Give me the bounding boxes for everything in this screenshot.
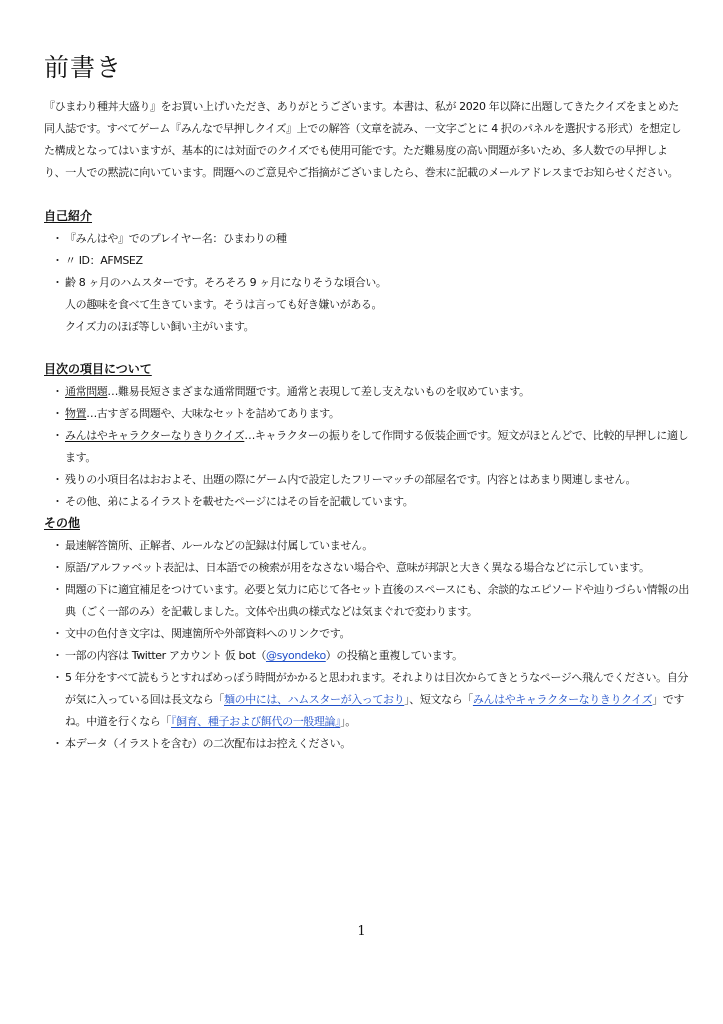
list-item: ・ 『みんはや』でのプレイヤー名：ひまわりの種 xyxy=(56,228,696,250)
long-quiz-link[interactable]: 麺の中には、ハムスターが入っており xyxy=(224,693,405,706)
intro-paragraph: 『ひまわり種丼大盛り』をお買い上げいただき、ありがとうございます。本書は、私が 2020 年以降に出題してきたクイズをまとめた同人誌です。すべてゲーム『みんなで早押しクイズ』上での解答（文章を読み、一文字ごとに 4 択のパネルを選択する形式）を想定した構成となってはいますが、基本的には対面でのクイズでも使用可能です。ただ難易度の高い問題が多いため、多人数での早押しより、一人での黙読に向いています。問題へのご意見やご指摘がございましたら、巻末に記載のメールアドレスまでお知らせください。 xyxy=(44,100,682,179)
list-item: ・ 最速解答箇所、正解者、ルールなどの記録は付属していません。 xyxy=(56,535,696,557)
list-item: ・ 物置…古すぎる問題や、大味なセットを詰めてあります。 xyxy=(56,403,696,425)
list-item: ・ 通常問題…難易長短さまざまな通常問題です。通常と表現して差し支えないものを収めています。 xyxy=(56,381,696,403)
list-item: ・ 〃 ID：AFMSEZ xyxy=(56,250,696,272)
list-item: ・ みんはやキャラクターなりきりクイズ…キャラクターの振りをして作問する仮装企画です。短文がほとんどで、比較的早押しに適します。 xyxy=(56,425,696,469)
toc-heading: 目次の項目について xyxy=(44,362,152,376)
other-heading: その他 xyxy=(44,516,81,530)
list-item: ・ 残りの小項目名はおおよそ、出題の際にゲーム内で設定したフリーマッチの部屋名です。内容とはあまり関連しません。 xyxy=(56,469,696,491)
general-theory-link[interactable]: 『飼育、種子および餌代の一般理論』 xyxy=(171,715,341,728)
self-intro-heading: 自己紹介 xyxy=(44,209,93,223)
other-list xyxy=(56,535,696,755)
toc-link-storage[interactable]: 物置 xyxy=(65,407,87,420)
list-item: ・ 原語/アルファベット表記は、日本語での検索が用をなさない場合や、意味が邦訳と大きく異なる場合などに示しています。 xyxy=(56,557,696,579)
list-item: ・ 齢 8 ヶ月のハムスターです。そろそろ 9 ヶ月になりそうな頃合い。 xyxy=(56,272,696,294)
list-item: クイズ力のほぼ等しい飼い主がいます。 xyxy=(65,320,255,333)
toc-list xyxy=(56,381,696,513)
list-item: ・ その他、弟によるイラストを載せたページにはその旨を記載しています。 xyxy=(56,491,696,513)
list-item: ・ 問題の下に適宜補足をつけています。必要と気力に応じて各セット直後のスペースにも、余談的なエピソードや辿りづらい情報の出典（ごく一部のみ）を記載しました。文体や出典の様式などは気まぐれで変わります。 xyxy=(56,579,696,623)
list-item: ・ 本データ（イラストを含む）の二次配布はお控えください。 xyxy=(56,733,696,755)
toc-link-regular[interactable]: 通常問題 xyxy=(65,385,108,398)
page-number: 1 xyxy=(357,924,366,939)
list-item: ・ 一部の内容は Twitter アカウント 仮 bot（@syondeko）の投稿と重複しています。 xyxy=(56,645,696,667)
self-intro-list xyxy=(56,228,696,338)
list-item: 人の趣味を食べて生きています。そうは言っても好き嫌いがある。 xyxy=(65,298,383,311)
toc-link-character-quiz[interactable]: みんはやキャラクターなりきりクイズ xyxy=(65,429,245,442)
list-item: ・ 文中の色付き文字は、関連箇所や外部資料へのリンクです。 xyxy=(56,623,696,645)
character-quiz-link[interactable]: みんはやキャラクターなりきりクイズ xyxy=(472,693,653,706)
page-title: 前書き xyxy=(44,53,123,82)
list-item: ・ 5 年分をすべて読もうとすればめっぽう時間がかかると思われます。それよりは目次からてきとうなページへ飛んでください。自分が気に入っている回は長文なら「麺の中には、ハムスターが入っており」、短文なら「みんはやキャラクターなりきりクイズ」ですね。中道を行くなら「『飼育、種子および餌代の一般理論』」。 xyxy=(56,667,696,733)
twitter-link[interactable]: @syondeko xyxy=(265,649,326,662)
